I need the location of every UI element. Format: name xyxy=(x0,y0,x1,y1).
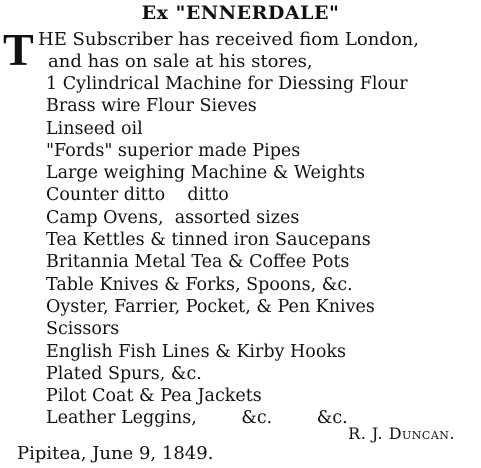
drop-cap: T xyxy=(3,24,34,75)
list-item: Large weighing Machine & Weights xyxy=(46,163,365,184)
list-item: Camp Ovens, assorted sizes xyxy=(46,207,300,228)
goods-list xyxy=(46,73,408,430)
list-item: Leather Leggins, &c. &c. xyxy=(46,408,348,429)
list-item: Linseed oil xyxy=(46,118,143,139)
list-item: English Fish Lines & Kirby Hooks xyxy=(46,341,346,362)
list-item: Pilot Coat & Pea Jackets xyxy=(46,386,262,407)
list-item: Scissors xyxy=(46,319,120,340)
list-item: Oyster, Farrier, Pocket, & Pen Knives xyxy=(46,296,375,317)
ad-heading: Ex "ENNERDALE" xyxy=(141,2,340,24)
list-item: 1 Cylindrical Machine for Diessing Flour xyxy=(46,74,408,94)
list-item: Britannia Metal Tea & Coffee Pots xyxy=(46,252,350,273)
list-item: Brass wire Flour Sieves xyxy=(46,96,257,117)
signature: R. J. Duncan. xyxy=(348,424,455,443)
list-item: Tea Kettles & tinned iron Saucepans xyxy=(46,230,371,251)
list-item: Counter ditto ditto xyxy=(46,185,229,206)
list-item: "Fords" superior made Pipes xyxy=(46,140,301,161)
list-item: Table Knives & Forks, Spoons, &c. xyxy=(46,274,353,295)
list-item: Plated Spurs, &c. xyxy=(46,363,202,384)
dateline: Pipitea, June 9, 1849. xyxy=(17,443,214,464)
intro-line-1: HE Subscriber has received fiom London, xyxy=(38,29,419,50)
intro-line-2: and has on sale at his stores, xyxy=(48,51,313,72)
